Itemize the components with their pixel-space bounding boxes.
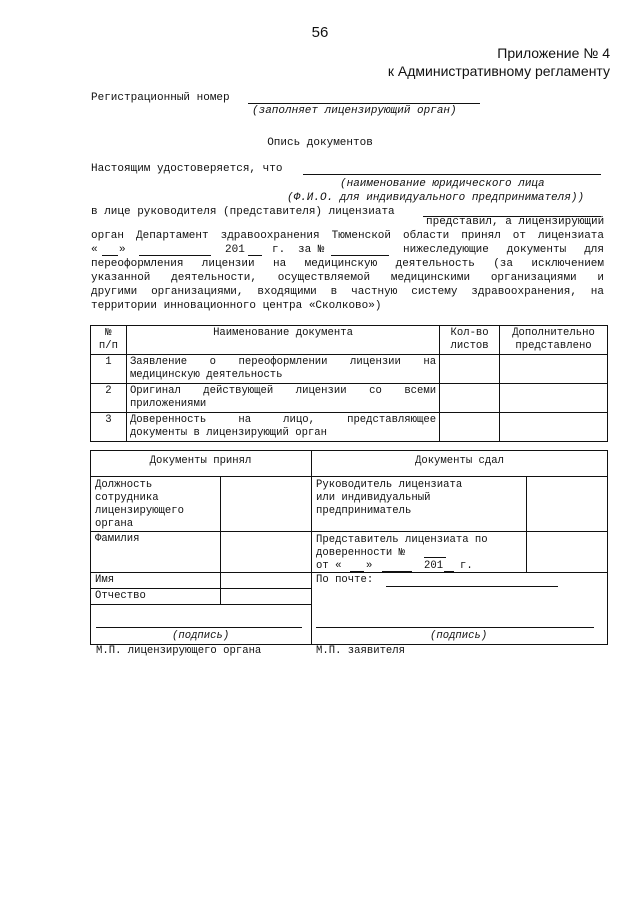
row-number: 3 <box>91 413 127 442</box>
poa-date-close: » <box>366 560 373 572</box>
year-prefix: 201 <box>225 244 245 256</box>
handed-header: Документы сдал <box>414 455 504 467</box>
row-sheet-count-cell[interactable] <box>440 355 500 384</box>
header-sheet-count: Кол-во листов <box>440 326 500 355</box>
left-signature-line[interactable] <box>96 627 302 628</box>
row-document-name: Заявление о переоформлении лицензии на медицинскую деятельность <box>126 355 439 384</box>
documents-table-header <box>91 326 608 355</box>
row-document-name: Доверенность на лицо, представляющее документы в лицензирующий орган <box>126 413 439 442</box>
certify-prefix: Настоящим удостоверяется, что <box>91 163 283 175</box>
paragraph-line-6: территории инновационного центра «Сколково») <box>91 300 382 312</box>
documents-table <box>90 325 608 442</box>
paragraph-line-3: переоформления лицензии на медицинскую деятельность (за исключением <box>91 258 604 270</box>
registration-hint: (заполняет лицензирующий орган) <box>252 105 457 117</box>
power-of-attorney-number-field[interactable] <box>424 557 446 558</box>
poa-year: 201 <box>424 560 444 572</box>
appendix-title: Приложение № 4 <box>497 45 610 61</box>
row-number: 1 <box>91 355 127 384</box>
center-divider <box>311 450 312 645</box>
by-mail-label: По почте: <box>316 574 374 586</box>
right-signature-line[interactable] <box>316 627 594 628</box>
surname-label: Фамилия <box>95 533 140 545</box>
month-field[interactable] <box>139 255 211 256</box>
right-inner-divider <box>526 476 527 572</box>
poa-date-open: от « <box>316 560 342 572</box>
left-row-divider-3 <box>90 588 311 589</box>
following-docs-text: нижеследующие документы для <box>403 244 604 256</box>
paragraph-line-4: указанной деятельности, осуществляемой медицинскими организациями и <box>91 272 604 284</box>
registration-field[interactable] <box>248 103 480 104</box>
representative-label: Представитель лицензиата по доверенности № <box>316 534 488 559</box>
accepted-header: Документы принял <box>149 455 252 467</box>
left-row-divider-1 <box>90 531 311 532</box>
page-number: 56 <box>311 24 329 41</box>
left-inner-divider <box>220 476 221 604</box>
right-row-divider-1 <box>311 531 608 532</box>
year-suffix: г. <box>272 244 286 256</box>
individual-hint: (Ф.И.О. для индивидуального предпринимателя)) <box>287 192 585 204</box>
date-close-quote: » <box>119 244 126 256</box>
first-name-label: Имя <box>95 574 115 586</box>
stamp-applicant: М.П. заявителя <box>316 645 406 657</box>
left-row-divider-2 <box>90 572 311 573</box>
poa-year-suffix: г. <box>460 560 473 572</box>
legal-entity-hint: (наименование юридического лица <box>340 178 545 190</box>
day-field[interactable] <box>102 255 118 256</box>
by-mail-field[interactable] <box>386 586 558 587</box>
header-additional: Дополнительно представлено <box>500 326 608 355</box>
header-number: № п/п <box>91 326 127 355</box>
header-document-name: Наименование документа <box>126 326 439 355</box>
row-sheet-count-cell[interactable] <box>440 384 500 413</box>
signature-table <box>90 450 608 645</box>
appendix-subtitle: к Административному регламенту <box>387 63 610 79</box>
registration-label: Регистрационный номер <box>91 92 230 104</box>
row-number: 2 <box>91 384 127 413</box>
number-field[interactable] <box>331 255 389 256</box>
table-row <box>91 384 608 413</box>
paragraph-line-1: орган Департамент здравоохранения Тюменской области принял от лицензиата <box>91 230 604 242</box>
left-row-divider-4 <box>90 604 311 605</box>
row-sheet-count-cell[interactable] <box>440 413 500 442</box>
person-prefix: в лице руководителя (представителя) лицензиата <box>91 206 395 218</box>
row-additional-cell[interactable] <box>500 355 608 384</box>
stamp-authority: М.П. лицензирующего органа <box>96 645 262 657</box>
row-additional-cell[interactable] <box>500 413 608 442</box>
position-label: Должность сотрудника лицензирующего органа <box>95 479 185 530</box>
table-row <box>91 413 608 442</box>
date-open-quote: « <box>91 244 98 256</box>
header-divider <box>90 476 608 477</box>
paragraph-line-5: другими организациями, входящими в частную систему здравоохранения, на <box>91 286 604 298</box>
table-row <box>91 355 608 384</box>
head-label: Руководитель лицензиата или индивидуальный предприниматель <box>316 479 463 517</box>
right-row-divider-2 <box>311 572 608 573</box>
presented-text: представил, а лицензирующий <box>426 216 605 228</box>
row-additional-cell[interactable] <box>500 384 608 413</box>
left-signature-caption: (подпись) <box>172 630 230 642</box>
row-document-name: Оригинал действующей лицензии со всеми приложениями <box>126 384 439 413</box>
number-prefix: за № <box>298 244 325 256</box>
document-title: Опись документов <box>267 137 373 149</box>
legal-entity-field[interactable] <box>303 174 601 175</box>
right-signature-caption: (подпись) <box>430 630 488 642</box>
patronymic-label: Отчество <box>95 590 146 602</box>
year-field[interactable] <box>248 255 262 256</box>
